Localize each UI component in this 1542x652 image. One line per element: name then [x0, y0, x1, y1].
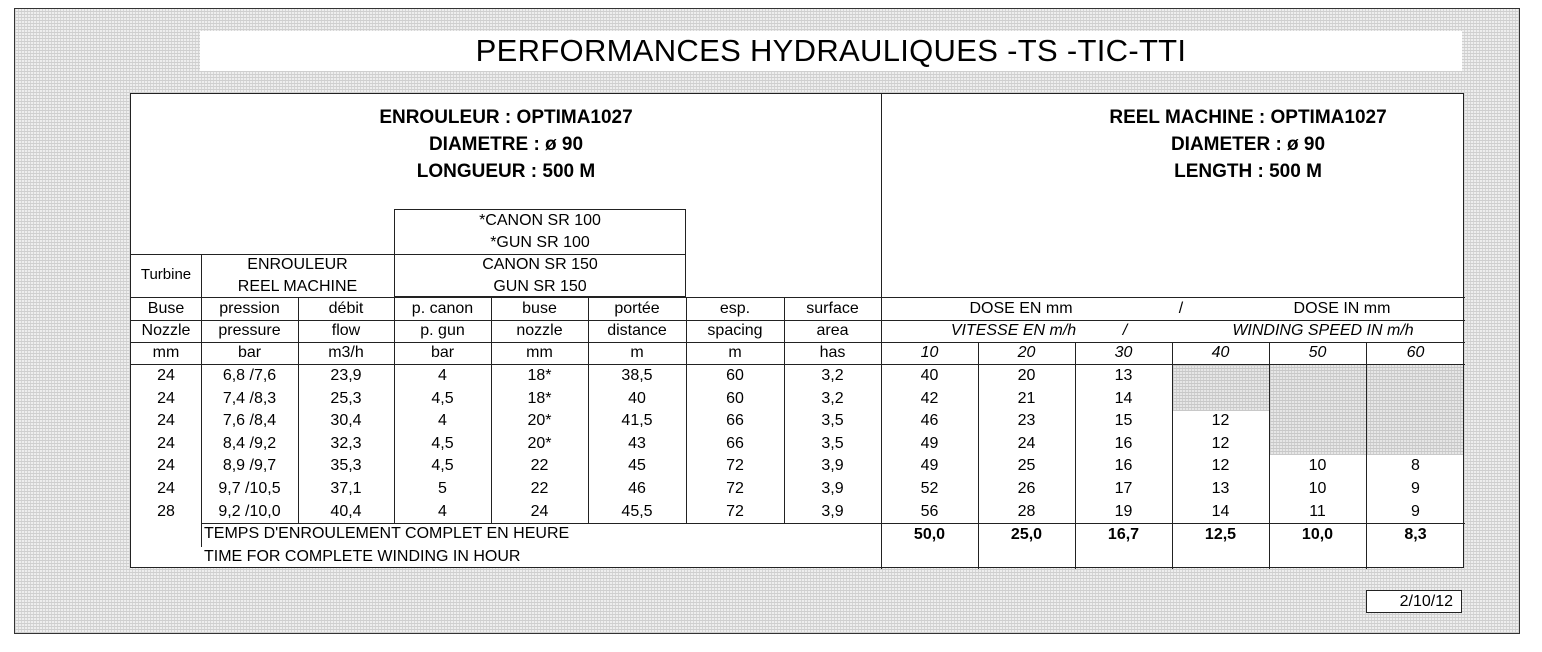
dose-sep: / [1178, 300, 1184, 317]
col-fr-3: p. canon [411, 300, 474, 317]
table-cell: 11 [1309, 502, 1326, 520]
speed-en: WINDING SPEED IN m/h [1232, 322, 1414, 339]
table-cell: 42 [920, 389, 939, 407]
header-en-machine: REEL MACHINE : OPTIMA1027 [1109, 107, 1387, 128]
table-cell: 16 [1114, 434, 1133, 452]
gun-line-2: *GUN SR 100 [490, 234, 590, 251]
header-fr-machine: ENROULEUR : OPTIMA1027 [379, 107, 633, 128]
table-cell: 24 [157, 434, 175, 452]
col-unit-1: bar [237, 344, 262, 361]
table-cell: 8 [1411, 457, 1420, 475]
table-cell: 35,3 [330, 457, 362, 475]
col-fr-7: surface [806, 300, 859, 317]
table-cell: 24 [157, 480, 175, 497]
table-cell: 40,4 [330, 502, 362, 520]
enrouleur-en: REEL MACHINE [237, 278, 358, 295]
table-cell: 66 [726, 412, 744, 430]
table-cell: 9 [1411, 502, 1420, 520]
enrouleur-fr: ENROULEUR [247, 256, 348, 273]
table-cell: 4 [438, 502, 447, 520]
col-unit-7: has [819, 344, 846, 361]
table-cell: 24 [157, 457, 175, 475]
table-cell: 49 [920, 457, 939, 475]
table-cell: 14 [1114, 389, 1133, 407]
dose-fr: DOSE EN mm [969, 300, 1073, 317]
header-en-diameter: DIAMETER : ø 90 [1170, 134, 1326, 155]
table-cell: 5 [438, 480, 447, 497]
col-fr-6: esp. [719, 300, 751, 317]
table-cell: 41,5 [621, 412, 653, 430]
table-cell [1366, 365, 1465, 387]
header-en [881, 104, 1542, 185]
table-cell [1366, 410, 1465, 432]
table-cell: 60 [726, 389, 744, 407]
table-cell: 4 [438, 367, 447, 384]
table-cell: 6,8 /7,6 [222, 367, 277, 384]
table-cell: 3,9 [821, 457, 844, 475]
table-cell: 4,5 [431, 434, 454, 452]
table-cell: 8,9 /9,7 [222, 457, 277, 475]
speed-5: 60 [1406, 344, 1425, 361]
table-cell [1366, 433, 1465, 455]
col-fr-0: Buse [147, 300, 185, 317]
table-cell: 26 [1017, 480, 1036, 497]
col-en-1: pressure [218, 322, 281, 339]
table-cell: 24 [157, 367, 175, 384]
winding-value-1: 25,0 [1010, 526, 1043, 543]
speed-1: 20 [1017, 344, 1036, 361]
table-cell: 28 [1017, 502, 1036, 520]
winding-en: TIME FOR COMPLETE WINDING IN HOUR [204, 548, 521, 565]
table-cell: 38,5 [621, 367, 653, 384]
table-cell: 23,9 [330, 367, 362, 384]
gun-line-4: GUN SR 150 [493, 278, 587, 295]
table-cell: 18* [527, 367, 552, 384]
table-cell: 56 [920, 502, 939, 520]
table-cell: 4,5 [431, 389, 454, 407]
winding-value-5: 8,3 [1404, 526, 1427, 543]
col-unit-5: m [630, 344, 644, 361]
col-fr-4: buse [522, 300, 557, 317]
table-cell: 24 [157, 389, 175, 407]
gun-line-3: CANON SR 150 [482, 256, 598, 273]
table-cell: 13 [1114, 367, 1133, 384]
table-cell: 20 [1017, 367, 1036, 384]
table-cell: 12 [1211, 434, 1230, 452]
header-fr-diameter: DIAMETRE : ø 90 [428, 134, 584, 155]
table-cell: 17 [1114, 480, 1133, 497]
col-en-5: distance [607, 322, 667, 339]
table-cell [1366, 388, 1465, 410]
col-fr-2: débit [328, 300, 364, 317]
table-cell: 46 [628, 480, 646, 497]
col-en-7: area [816, 322, 849, 339]
col-fr-1: pression [219, 300, 280, 317]
speed-0: 10 [920, 344, 939, 361]
speed-3: 40 [1211, 344, 1230, 361]
table-cell: 40 [628, 389, 646, 407]
col-en-2: flow [331, 322, 361, 339]
table-cell: 7,4 /8,3 [222, 389, 277, 407]
col-fr-5: portée [614, 300, 660, 317]
table-cell: 9,2 /10,0 [218, 502, 281, 520]
table-cell: 16 [1114, 457, 1133, 475]
table-cell: 3,9 [821, 502, 844, 520]
table-cell: 14 [1211, 502, 1230, 520]
table-cell: 8,4 /9,2 [222, 434, 277, 452]
table-cell: 4,5 [431, 457, 454, 475]
table-cell: 72 [726, 457, 744, 475]
table-cell: 72 [726, 502, 744, 520]
header-fr [131, 104, 881, 185]
table-cell: 22 [530, 480, 549, 497]
table-cell: 3,5 [821, 434, 844, 452]
table-cell: 15 [1114, 412, 1133, 430]
speed-4: 50 [1308, 344, 1327, 361]
speed-sep: / [1122, 322, 1128, 339]
col-unit-4: mm [526, 344, 553, 361]
table-cell: 9,7 /10,5 [218, 480, 281, 497]
table-cell: 25 [1017, 457, 1036, 475]
table-cell: 66 [726, 434, 744, 452]
table-cell: 49 [920, 434, 939, 452]
table-cell: 3,9 [821, 480, 844, 497]
col-unit-3: bar [430, 344, 455, 361]
table-cell: 30,4 [330, 412, 362, 430]
table-cell: 19 [1114, 502, 1133, 520]
col-en-6: spacing [707, 322, 763, 339]
speed-2: 30 [1114, 344, 1133, 361]
table-cell: 4 [438, 412, 447, 430]
winding-value-4: 10,0 [1301, 526, 1334, 543]
table-cell [1172, 388, 1269, 410]
turbine-label: Turbine [140, 266, 192, 283]
table-cell: 52 [920, 480, 939, 497]
table-cell: 72 [726, 480, 744, 497]
table-cell: 3,5 [821, 412, 844, 430]
table-cell: 20* [527, 434, 552, 452]
table-cell: 40 [920, 367, 939, 384]
table-cell [1172, 365, 1269, 387]
table-cell [1269, 433, 1366, 455]
table-cell: 37,1 [330, 480, 362, 497]
table-cell [1269, 365, 1366, 387]
date-stamp: 2/10/12 [1366, 590, 1462, 613]
table-cell: 45,5 [621, 502, 653, 520]
table-cell: 22 [530, 457, 549, 475]
header-fr-length: LONGUEUR : 500 M [416, 161, 596, 182]
table-cell [1269, 410, 1366, 432]
col-unit-0: mm [152, 344, 180, 361]
winding-value-0: 50,0 [913, 526, 946, 543]
table-cell: 12 [1211, 412, 1230, 430]
winding-value-2: 16,7 [1107, 526, 1140, 543]
table-cell: 23 [1017, 412, 1036, 430]
table-cell: 43 [628, 434, 646, 452]
winding-value-3: 12,5 [1204, 526, 1237, 543]
table-cell: 10 [1308, 480, 1327, 497]
dose-en: DOSE IN mm [1293, 300, 1391, 317]
table-cell: 18* [527, 389, 552, 407]
table-cell: 24 [157, 412, 175, 430]
table-cell: 3,2 [821, 367, 844, 384]
table-cell: 20* [527, 412, 552, 430]
col-unit-6: m [728, 344, 742, 361]
col-unit-2: m3/h [328, 344, 364, 361]
col-en-0: Nozzle [141, 322, 191, 339]
table-cell: 10 [1308, 457, 1327, 475]
table-cell: 45 [628, 457, 646, 475]
table-cell: 13 [1211, 480, 1230, 497]
header-en-length: LENGTH : 500 M [1174, 161, 1322, 182]
performance-table [130, 93, 1464, 568]
table-cell: 60 [726, 367, 744, 384]
winding-fr: TEMPS D'ENROULEMENT COMPLET EN HEURE [204, 525, 570, 542]
table-cell: 21 [1017, 389, 1036, 407]
col-en-3: p. gun [420, 322, 465, 339]
table-cell: 46 [920, 412, 939, 430]
table-cell: 12 [1211, 457, 1230, 475]
table-cell: 24 [530, 502, 549, 520]
col-en-4: nozzle [516, 322, 563, 339]
table-cell: 3,2 [821, 389, 844, 407]
table-cell: 28 [157, 502, 175, 520]
speed-fr: VITESSE EN m/h [950, 322, 1077, 339]
table-cell: 24 [1017, 434, 1036, 452]
table-cell: 9 [1411, 480, 1420, 497]
table-cell: 25,3 [330, 389, 362, 407]
table-cell [1269, 388, 1366, 410]
table-cell: 7,6 /8,4 [222, 412, 277, 430]
table-cell: 32,3 [330, 434, 362, 452]
gun-line-1: *CANON SR 100 [479, 212, 601, 229]
page-title: PERFORMANCES HYDRAULIQUES -TS -TIC-TTI [200, 31, 1462, 71]
